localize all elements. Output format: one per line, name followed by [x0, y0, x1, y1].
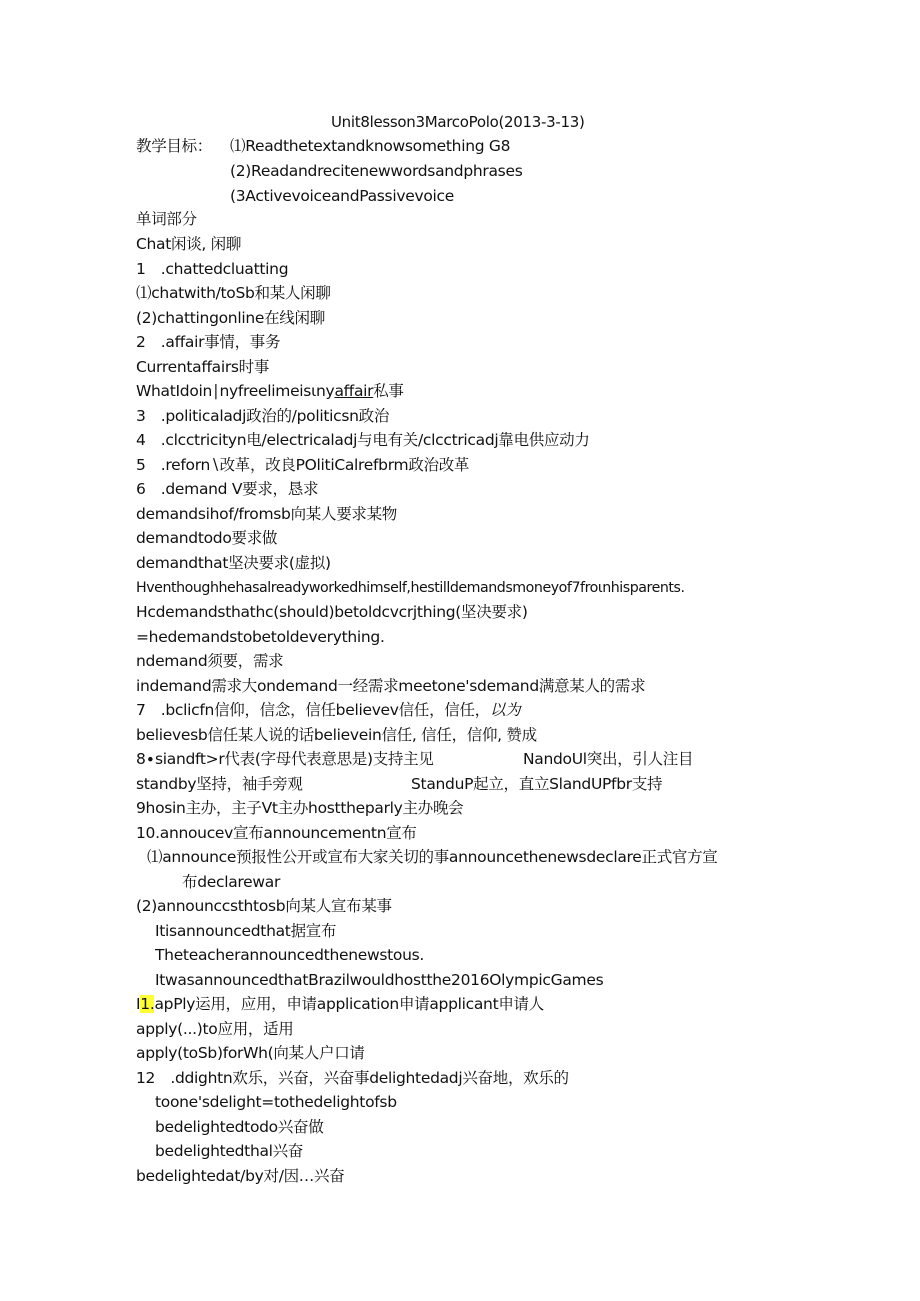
vocab-line: 3 .politicaladj政治的/politicsn政治: [136, 407, 390, 425]
vocab-line: demandsihof/fromsb向某人要求某物: [136, 505, 397, 523]
vocab-line: bedelightedat/by对/因…兴奋: [136, 1167, 345, 1185]
section-heading-vocab: 单词部分: [136, 210, 197, 228]
vocab-line: apply(toSb)forWh(向某人户口请: [136, 1044, 365, 1062]
vocab-line: StanduP起立，直立SlandUPfbr支持: [411, 775, 663, 793]
vocab-line: bedelightedthal兴奋: [155, 1142, 304, 1160]
vocab-line: ⑴announce预报性公开或宣布大家关切的事announcethenewsdeclare正式官方宣: [147, 848, 718, 866]
vocab-line: demandthat坚决要求(虚拟): [136, 554, 331, 572]
vocab-line: toone'sdelight=tothedelightofsb: [155, 1093, 397, 1111]
vocab-line: [136, 994, 544, 1014]
vocab-line: 布declarewar: [182, 873, 281, 891]
vocab-line: NandoUl突出，引人注目: [523, 750, 694, 768]
objectives-label: 教学目标：: [136, 137, 213, 155]
vocab-line: 10.annoucev宣布announcementn宣布: [136, 824, 417, 842]
vocab-line: 8∙siandft>r代表(字母代表意思是)支持主见: [136, 750, 434, 768]
objective-2: (2)Readandrecitenewwordsandphrases: [230, 162, 523, 180]
vocab-line: ⑴chatwith/toSb和某人闲聊: [136, 284, 331, 302]
vocab-line: apply(...)to应用，适用: [136, 1020, 294, 1038]
text-segment: 私事: [373, 382, 404, 400]
italic-text: 以为: [489, 701, 521, 719]
page-title: Unit8lesson3MarcoPolo(2013-3-13): [331, 113, 585, 131]
vocab-line: indemand需求大ondemand一经需求meetone'sdemand满意某人的需求: [136, 677, 646, 695]
vocab-line: Currentaffairs时事: [136, 358, 270, 376]
example-sentence: Hcdemandsthathc(should)betoldcvcrjthing(坚决要求): [136, 603, 528, 621]
vocab-line: 9hosin主办，主子Vt主办hosttheparly主办晚会: [136, 799, 464, 817]
vocab-line: 4 .clcctricityn电/electricaladj与电有关/clcctricadj靠电供应动力: [136, 431, 590, 449]
vocab-line: 6 .demand V要求，恳求: [136, 480, 319, 498]
text-segment: I: [136, 995, 141, 1013]
vocab-line: standby坚持，袖手旁观: [136, 775, 303, 793]
text-segment: apPly运用，应用，申请application申请applicant申请人: [154, 995, 544, 1013]
vocab-line: 12 .ddightn欢乐，兴奋，兴奋事delightedadj兴奋地，欢乐的: [136, 1069, 569, 1087]
text-segment: WhatIdoin∣nyfreelimeisιny: [136, 382, 335, 400]
vocab-line: 1 .chattedcluatting: [136, 260, 289, 278]
objective-1: ⑴Readthetextandknowsomething G8: [230, 137, 511, 155]
underlined-word: affair: [334, 382, 374, 400]
example-sentence: Theteacherannouncedthenewstous.: [155, 946, 425, 964]
vocab-line: 2 .affair事情，事务: [136, 333, 281, 351]
vocab-line: 5 .reforn∖改革，改良POlitiCalrefbrm政治改革: [136, 456, 470, 474]
example-sentence: ItwasannouncedthatBrazilwouldhostthe2016OlympicGames: [155, 971, 604, 989]
objective-3: (3ActivevoiceandPassivevoice: [230, 187, 454, 205]
vocab-line: demandtodo要求做: [136, 529, 278, 547]
example-sentence: Hventhoughhehasalreadyworkedhimself,hestilldemandsmoneyof7froιnhisparents.: [136, 580, 685, 596]
vocab-line: [136, 381, 404, 401]
vocab-line: (2)announccsthtosb向某人宣布某事: [136, 897, 392, 915]
vocab-line: Chat闲谈, 闲聊: [136, 235, 242, 253]
vocab-line: bedelightedtodo兴奋做: [155, 1118, 324, 1136]
example-sentence: Itisannouncedthat据宣布: [155, 922, 337, 940]
highlighted-number: 1.: [140, 995, 155, 1013]
vocab-line: (2)chattingonline在线闲聊: [136, 309, 325, 327]
vocab-line: ndemand须要，需求: [136, 652, 284, 670]
vocab-line: believesb信任某人说的话believein信任, 信任，信仰, 赞成: [136, 726, 537, 744]
example-sentence: =hedemandstobetoldeverything.: [136, 628, 385, 646]
vocab-line: [136, 700, 520, 720]
text-segment: 7 .bclicfn信仰，信念，信任believev信任，信任，: [136, 701, 490, 719]
